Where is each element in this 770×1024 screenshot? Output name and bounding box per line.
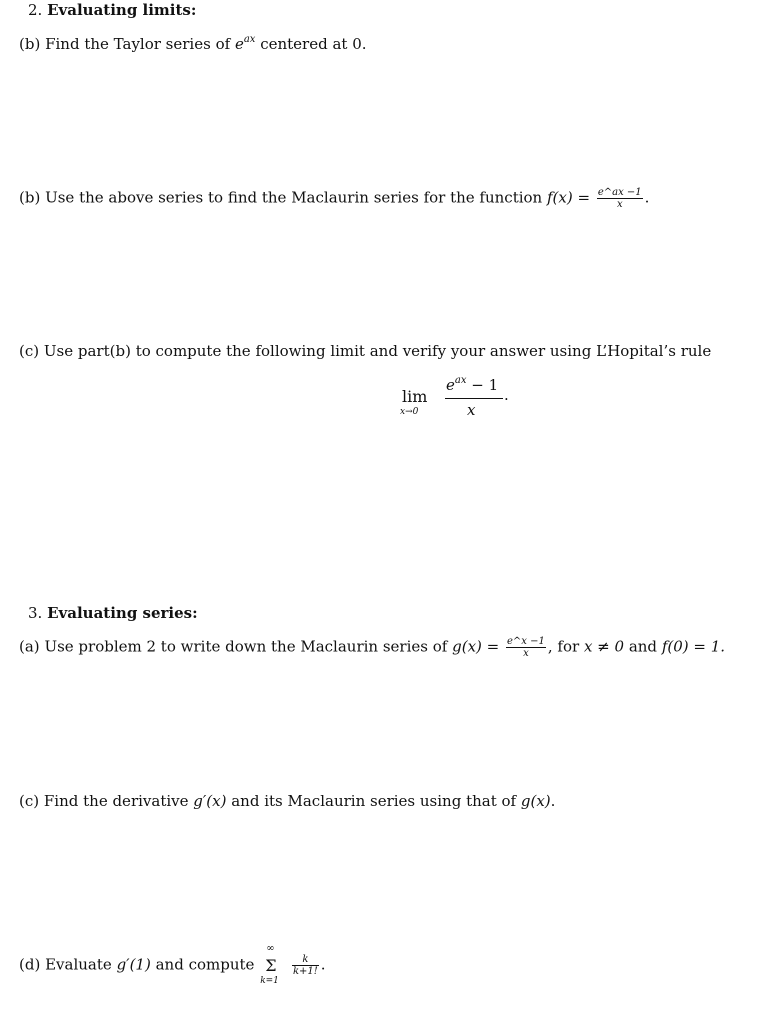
fraction-denominator: x xyxy=(616,199,623,210)
math-function-lhs: f(x) = xyxy=(547,188,591,207)
limit-numerator: $e^{ax} - 1$ xyxy=(446,375,499,394)
period: . xyxy=(644,188,650,207)
problem-3a xyxy=(19,636,725,659)
part-text-2: and compute xyxy=(155,955,255,974)
part-label: (d) xyxy=(19,955,41,974)
fraction-denominator: x xyxy=(523,648,529,659)
fraction-denominator: k+1! xyxy=(292,966,318,977)
part-text-2: and its Maclaurin series using that of xyxy=(231,792,517,810)
limit-operator: lim xyxy=(402,387,428,406)
math-fraction xyxy=(506,636,546,659)
and-text: and xyxy=(628,637,658,656)
limit-denominator: x xyxy=(467,401,476,419)
part-label: (c) xyxy=(19,792,40,810)
period: . xyxy=(504,386,509,404)
math-fraction xyxy=(597,187,643,210)
problem-3c xyxy=(19,791,555,811)
summation-upper: ∞ xyxy=(266,942,275,954)
part-label: (b) xyxy=(19,35,41,53)
limit-expression xyxy=(398,374,528,426)
problem-2-number: 2. xyxy=(28,1,43,19)
fraction-bar xyxy=(445,398,503,399)
problem-3d xyxy=(19,942,326,986)
part-text: Find the Taylor series of xyxy=(45,35,231,53)
part-text-after: centered at 0. xyxy=(260,35,367,53)
period: . xyxy=(550,792,556,810)
part-text: Evaluate xyxy=(45,955,112,974)
problem-2b-maclaurin xyxy=(19,187,649,210)
summation-lower: k=1 xyxy=(260,975,279,986)
problem-2b-taylor xyxy=(19,34,367,54)
part-label: (a) xyxy=(19,637,40,656)
limit-subscript: x→0 xyxy=(400,407,419,417)
summation xyxy=(260,942,285,986)
problem-2-title: Evaluating limits: xyxy=(47,1,197,19)
period: . xyxy=(320,955,326,974)
math-derivative: g′(x) xyxy=(193,792,227,810)
part-label: (c) xyxy=(19,342,40,360)
math-fraction xyxy=(292,954,319,977)
part-text: Use part(b) to compute the following limit and verify your answer using L’Hopital’s rule xyxy=(43,342,712,360)
math-function: g(x) xyxy=(520,792,551,810)
text-after: , for xyxy=(547,637,580,656)
condition-2: f(0) = 1. xyxy=(661,637,726,656)
problem-2c-limit xyxy=(19,341,711,361)
math-function-lhs: g(x) = xyxy=(452,637,500,656)
math-exp: $e^{ax}$ xyxy=(234,34,256,53)
math-derivative-at-1: g′(1) xyxy=(116,955,151,974)
condition-1: x ≠ 0 xyxy=(583,637,625,656)
problem-3-number: 3. xyxy=(28,604,43,622)
part-text: Use problem 2 to write down the Maclaurin series of xyxy=(44,637,448,656)
problem-3-title: Evaluating series: xyxy=(47,604,198,622)
part-text: Find the derivative xyxy=(43,792,189,810)
fraction-numerator: k xyxy=(292,954,319,966)
summation-sigma: Σ xyxy=(265,955,277,975)
problem-3-heading xyxy=(28,603,198,623)
problem-2-heading xyxy=(28,0,196,20)
part-label: (b) xyxy=(19,188,41,207)
fraction-numerator: e^x −1 xyxy=(507,636,545,647)
part-text: Use the above series to find the Maclaurin series for the function xyxy=(45,188,543,207)
fraction-numerator: e^ax −1 xyxy=(597,187,642,198)
